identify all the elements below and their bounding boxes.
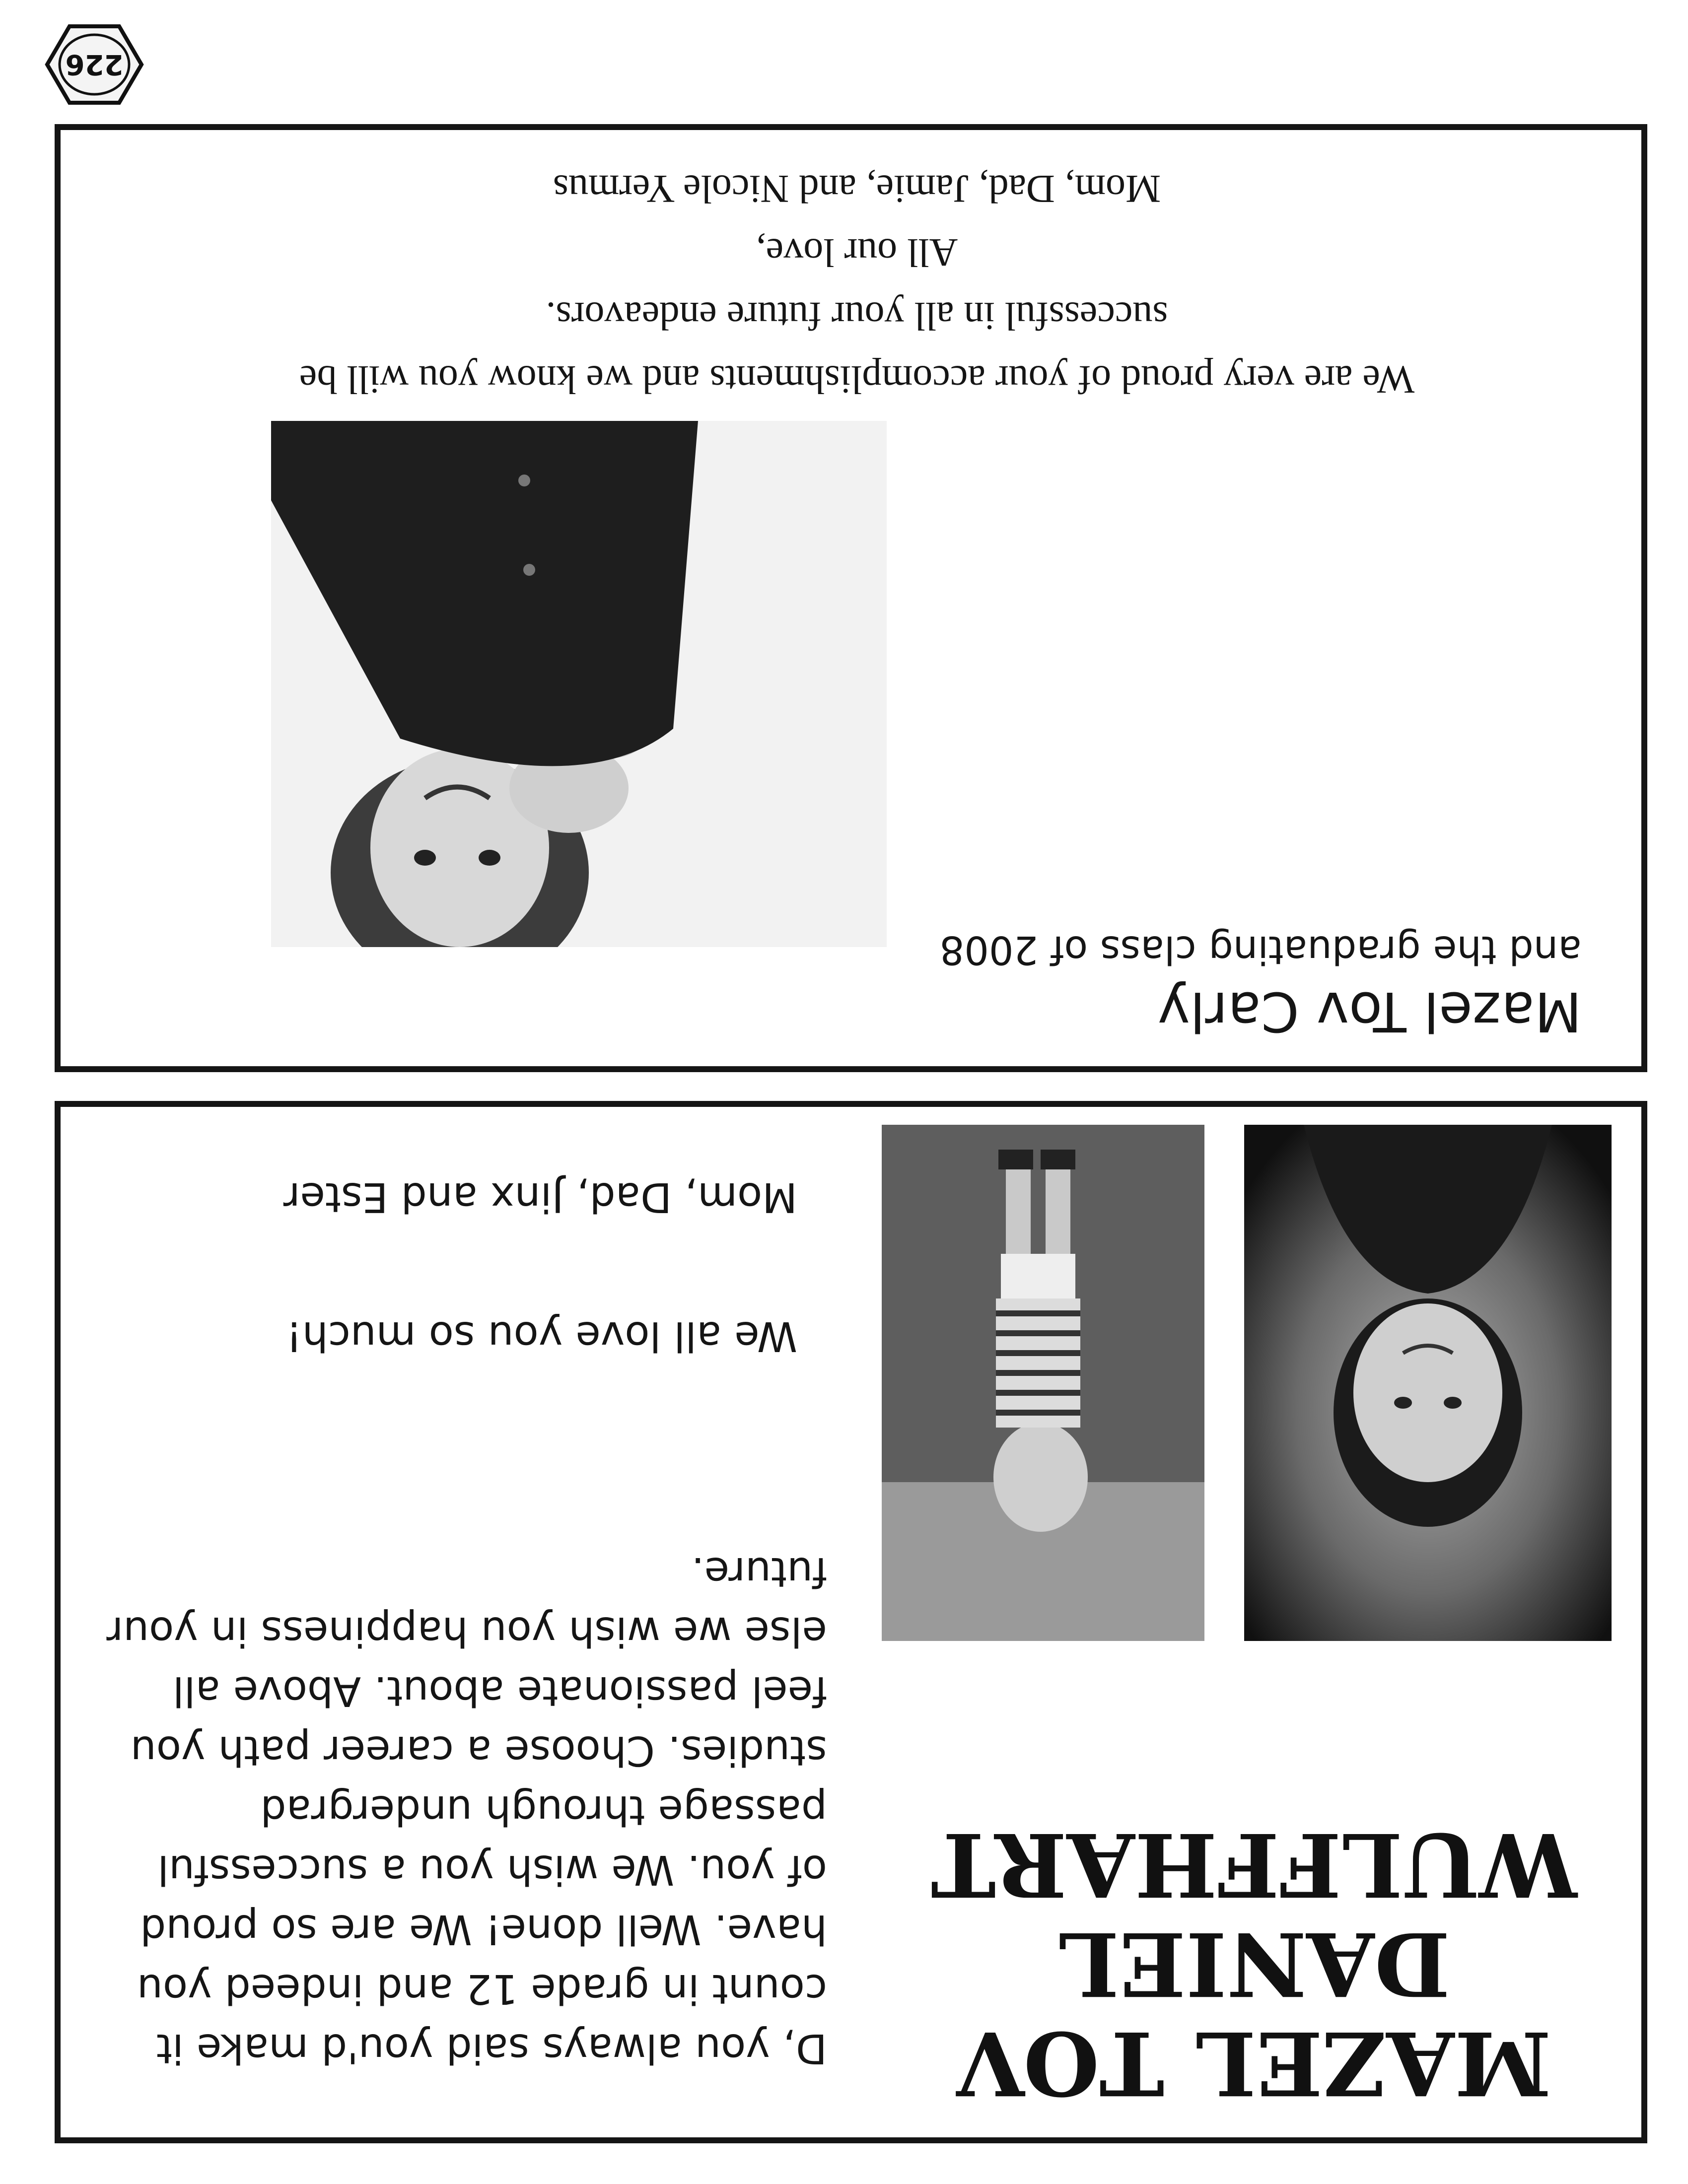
daniel-message: D, you always said you'd make it count in grade 12 and indeed you have. Well done! We are so proud of you. We wish you a successful passage through undergrad studies. Choose a career path you feel passionate about. Above all else we wish you happiness in your future. — [106, 1548, 827, 2072]
carly-heading-line1: Mazel Tov Carly — [1157, 980, 1582, 1043]
page-number: 226 — [65, 48, 124, 81]
daniel-ad — [55, 1101, 1647, 2143]
carly-photo — [271, 421, 887, 947]
carly-message — [112, 157, 1602, 411]
daniel-signature: Mom, Dad, Jinx and Ester — [283, 1173, 797, 1221]
daniel-title-line1: MAZEL TOV — [957, 2012, 1551, 2115]
daniel-love-line: We all love you so much! — [285, 1312, 797, 1360]
carly-message-line3: All our love, — [756, 230, 958, 274]
page-number-badge — [45, 22, 144, 107]
carly-heading-line2: and the graduating class of 2008 — [939, 927, 1582, 972]
daniel-title — [897, 1815, 1612, 2113]
carly-message-line4: Mom, Dad, Jamie, and Nicole Yermus — [553, 167, 1161, 210]
daniel-title-line2: DANIEL — [1057, 1912, 1451, 2015]
carly-message-line1: We are very proud of your accomplishments and we know you will be — [299, 357, 1415, 401]
carly-message-line2: successful in all your future endeavors. — [546, 294, 1168, 338]
daniel-portrait-photo — [1244, 1125, 1612, 1641]
carly-ad — [55, 124, 1647, 1072]
daniel-title-line3: WULFFHART — [931, 1813, 1577, 1916]
daniel-child-photo — [882, 1125, 1204, 1641]
